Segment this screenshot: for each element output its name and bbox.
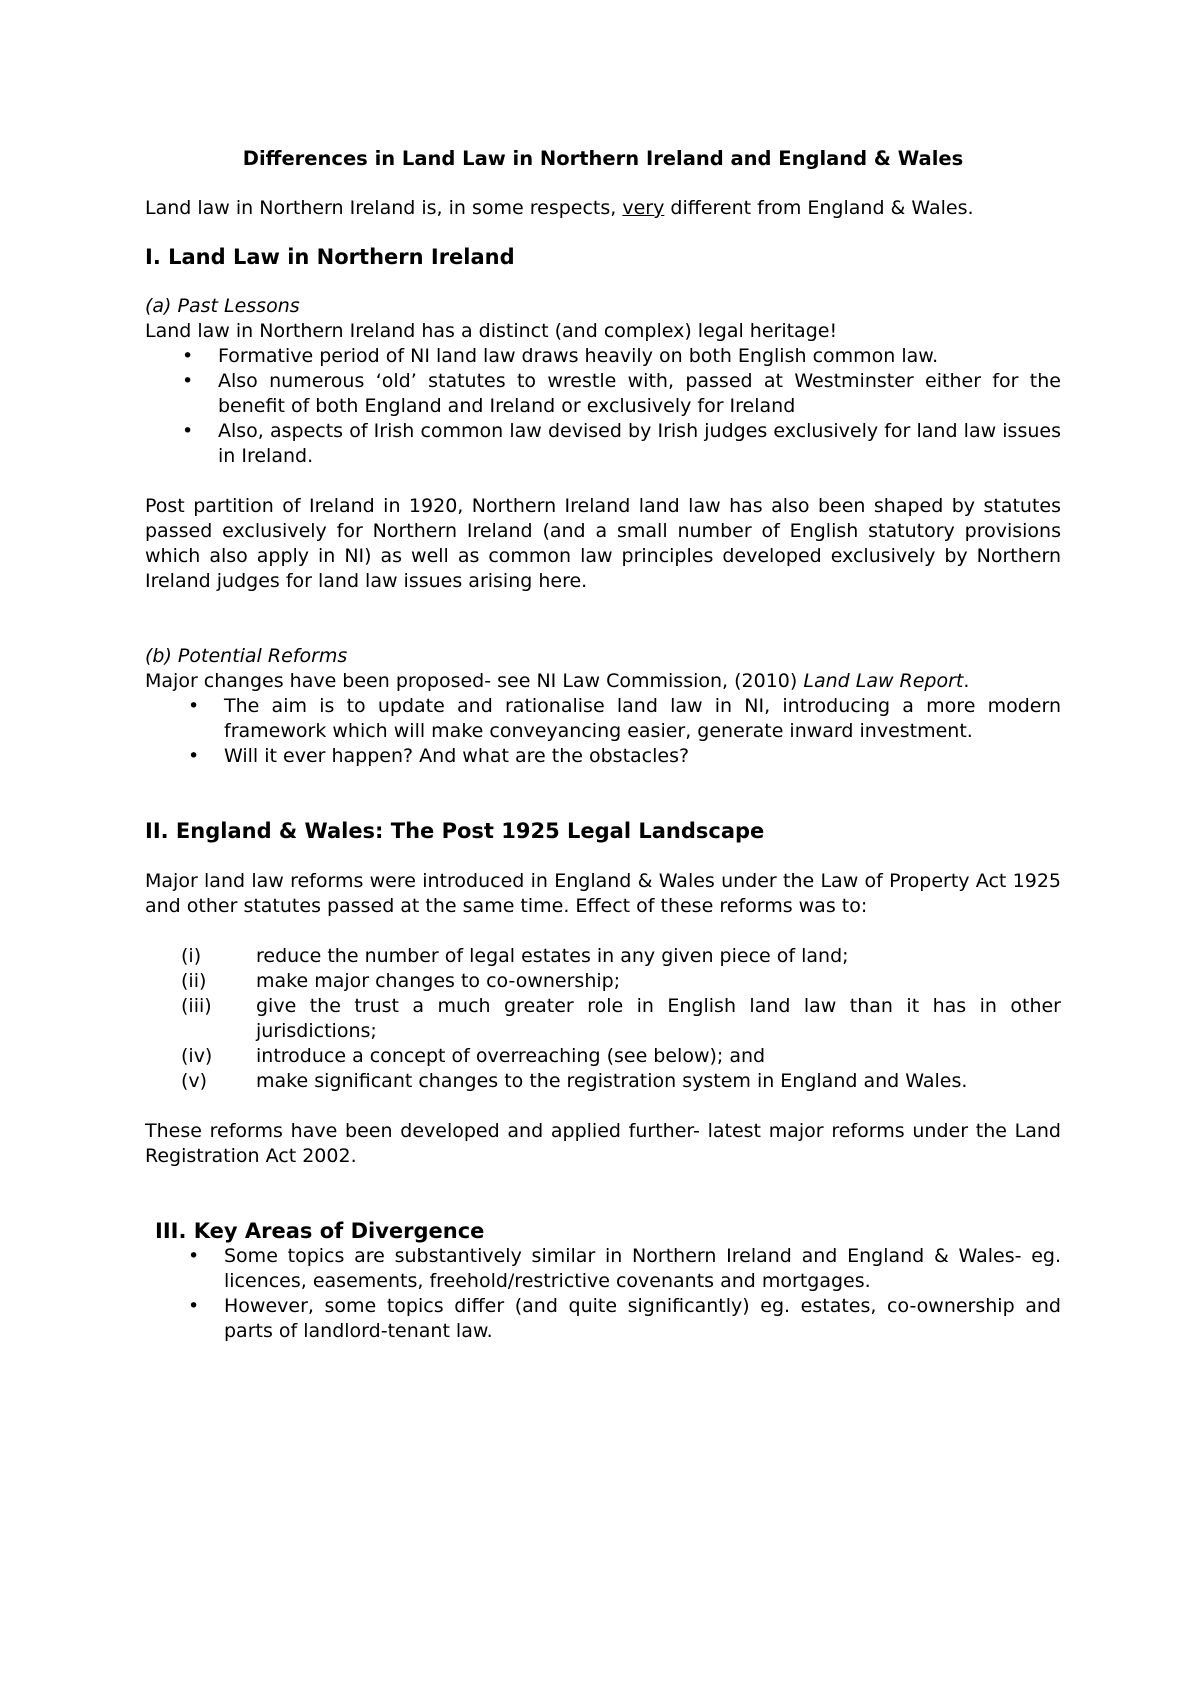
list-item <box>145 419 1061 469</box>
report-title: Land Law Report <box>803 670 964 692</box>
document-title: Differences in Land Law in Northern Ireland and England & Wales <box>242 147 964 170</box>
intro-paragraph <box>145 196 1061 221</box>
reforms-lead-text: Major changes have been proposed- see NI Law Commission, (2010) <box>145 670 804 692</box>
list-item <box>145 1044 1061 1069</box>
bullet-icon: • <box>188 1295 200 1317</box>
subheading-potential-reforms: (b) Potential Reforms <box>145 645 348 667</box>
list-item <box>145 944 1061 969</box>
potential-reforms-lead <box>145 669 1061 694</box>
reforms-lead-end: . <box>963 670 970 692</box>
list-item <box>145 1294 1061 1344</box>
intro-emphasis: very <box>622 197 665 219</box>
list-item-text: introduce a concept of overreaching (see below); and <box>256 1045 766 1067</box>
list-item-number: (iii) <box>181 995 212 1017</box>
intro-text-before: Land law in Northern Ireland is, in some respects, <box>145 197 623 219</box>
list-item <box>145 994 1061 1044</box>
bullet-icon: • <box>182 370 194 392</box>
bullet-icon: • <box>188 745 200 767</box>
reforms-further-paragraph: These reforms have been developed and applied further- latest major reforms under the Land Registration Act 2002. <box>145 1120 1061 1167</box>
reform-effects-list <box>145 944 1061 1094</box>
list-item <box>145 969 1061 994</box>
post-partition-paragraph: Post partition of Ireland in 1920, Northern Ireland land law has also been shaped by statutes passed exclusively for Northern Ireland (and a small number of English statutory provisions which also apply in NI) as well as common law principles developed exclusively by Northern Ireland judges for land law issues arising here. <box>145 495 1061 592</box>
section-1-heading: I. Land Law in Northern Ireland <box>145 245 515 269</box>
list-item-text: The aim is to update and rationalise land law in NI, introducing a more modern framework which will make conveyancing easier, generate inward investment. <box>224 695 1061 742</box>
document-page <box>145 134 1061 1344</box>
list-item <box>145 344 1061 369</box>
list-item-number: (iv) <box>181 1045 213 1067</box>
list-item <box>145 694 1061 744</box>
bullet-icon: • <box>182 345 194 367</box>
past-lessons-lead: Land law in Northern Ireland has a distinct (and complex) legal heritage! <box>145 320 838 342</box>
reforms-1925-lead: Major land law reforms were introduced in England & Wales under the Law of Property Act 1925 and other statutes passed at the same time. Effect of these reforms was to: <box>145 870 1061 917</box>
list-item-number: (i) <box>181 945 202 967</box>
list-item-text: give the trust a much greater role in English land law than it has in other jurisdictions; <box>256 995 1061 1042</box>
list-item <box>145 1244 1061 1294</box>
list-item-text: Formative period of NI land law draws heavily on both English common law. <box>218 345 939 367</box>
intro-text-after: different from England & Wales. <box>664 197 974 219</box>
bullet-icon: • <box>188 1245 200 1267</box>
subheading-past-lessons: (a) Past Lessons <box>145 295 300 317</box>
list-item-text: Also numerous ‘old’ statutes to wrestle with, passed at Westminster either for the benefit of both England and Ireland or exclusively for Ireland <box>218 370 1061 417</box>
list-item-text: Also, aspects of Irish common law devised by Irish judges exclusively for land law issues in Ireland. <box>218 420 1061 467</box>
bullet-icon: • <box>188 695 200 717</box>
list-item <box>145 1069 1061 1094</box>
list-item-text: make significant changes to the registration system in England and Wales. <box>256 1070 968 1092</box>
list-item-text: However, some topics differ (and quite significantly) eg. estates, co-ownership and parts of landlord-tenant law. <box>224 1295 1061 1342</box>
section-2-heading: II. England & Wales: The Post 1925 Legal Landscape <box>145 819 765 843</box>
list-item-number: (v) <box>181 1070 208 1092</box>
potential-reforms-list <box>145 694 1061 769</box>
section-3-heading: III. Key Areas of Divergence <box>155 1219 485 1243</box>
bullet-icon: • <box>182 420 194 442</box>
divergence-list <box>145 1244 1061 1344</box>
list-item-text: Will it ever happen? And what are the obstacles? <box>224 745 690 767</box>
list-item-text: make major changes to co-ownership; <box>256 970 621 992</box>
past-lessons-list <box>145 344 1061 469</box>
list-item-number: (ii) <box>181 970 207 992</box>
list-item <box>145 369 1061 419</box>
list-item-text: reduce the number of legal estates in any given piece of land; <box>256 945 849 967</box>
list-item-text: Some topics are substantively similar in Northern Ireland and England & Wales- eg. licences, easements, freehold/restrictive covenants and mortgages. <box>224 1245 1061 1292</box>
list-item <box>145 744 1061 769</box>
